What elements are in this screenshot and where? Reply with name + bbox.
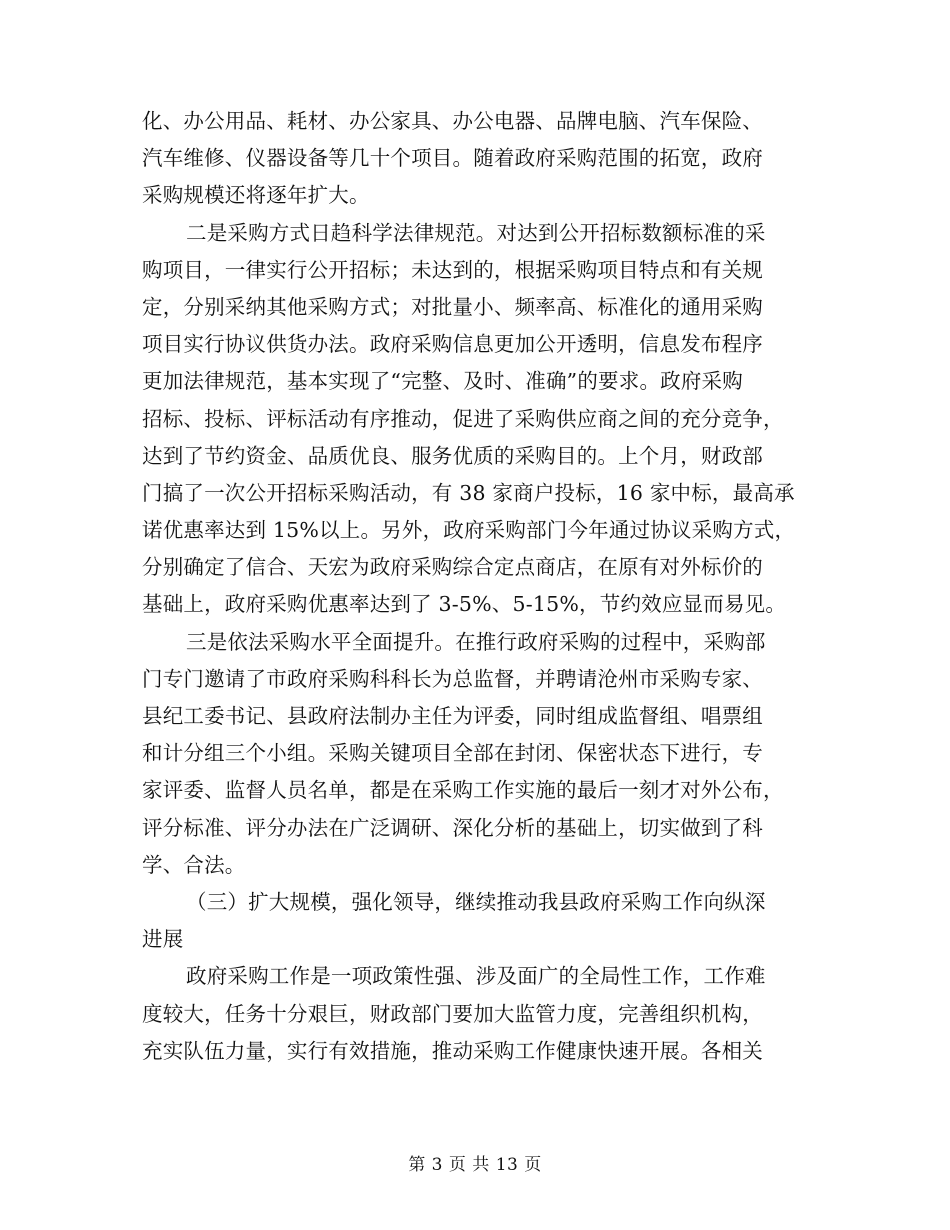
- text-line: 评分标准、评分办法在广泛调研、深化分析的基础上，切实做到了科: [142, 815, 763, 840]
- text-line: 分别确定了信合、天宏为政府采购综合定点商店，在原有对外标价的: [142, 555, 763, 580]
- text-line: 采购规模还将逐年扩大。: [142, 183, 370, 208]
- text-line: 诺优惠率达到 15%以上。另外，政府采购部门今年通过协议采购方式，: [142, 518, 796, 543]
- section-heading-line: （三）扩大规模，强化领导，继续推动我县政府采购工作向纵深: [186, 889, 766, 914]
- text-line: 县纪工委书记、县政府法制办主任为评委，同时组成监督组、唱票组: [142, 704, 763, 728]
- text-line: 家评委、监督人员名单，都是在采购工作实施的最后一刻才对外公布，: [142, 778, 784, 803]
- text-line: 充实队伍力量，实行有效措施，推动采购工作健康快速开展。各相关: [142, 1038, 763, 1063]
- text-line: 项目实行协议供货办法。政府采购信息更加公开透明，信息发布程序: [142, 332, 763, 357]
- text-line: 和计分组三个小组。采购关键项目全部在封闭、保密状态下进行，专: [142, 741, 763, 766]
- text-line: 更加法律规范，基本实现了“完整、及时、准确”的要求。政府采购: [142, 369, 743, 394]
- body-text: [142, 103, 810, 1070]
- text-line: 定，分别采纳其他采购方式；对批量小、频率高、标准化的通用采购: [142, 294, 763, 319]
- text-line: 达到了节约资金、品质优良、服务优质的采购目的。上个月，财政部: [142, 443, 763, 468]
- paragraph-start-line: 二是采购方式日趋科学法律规范。对达到公开招标数额标准的采: [186, 220, 766, 245]
- text-line: 汽车维修、仪器设备等几十个项目。随着政府采购范围的拓宽，政府: [142, 146, 763, 171]
- text-line: 购项目，一律实行公开招标；未达到的，根据采购项目特点和有关规: [142, 257, 763, 282]
- text-line: 招标、投标、评标活动有序推动，促进了采购供应商之间的充分竞争，: [142, 406, 784, 431]
- page-number-footer: 第 3 页 共 13 页: [408, 1155, 542, 1175]
- text-line: 学、合法。: [142, 852, 246, 877]
- text-line: 化、办公用品、耗材、办公家具、办公电器、品牌电脑、汽车保险、: [142, 109, 763, 133]
- text-line: 度较大，任务十分艰巨，财政部门要加大监管力度，完善组织机构，: [142, 1001, 763, 1026]
- paragraph-start-line: 三是依法采购水平全面提升。在推行政府采购的过程中，采购部: [186, 629, 766, 654]
- text-line: 门搞了一次公开招标采购活动，有 38 家商户投标，16 家中标，最高承: [142, 480, 795, 505]
- section-heading-line: 进展: [142, 927, 184, 952]
- paragraph-start-line: 政府采购工作是一项政策性强、涉及面广的全局性工作，工作难: [186, 964, 766, 989]
- text-line: 门专门邀请了市政府采购科科长为总监督，并聘请沧州市采购专家、: [142, 666, 763, 691]
- text-line: 基础上，政府采购优惠率达到了 3-5%、5-15%，节约效应显而易见。: [142, 592, 787, 617]
